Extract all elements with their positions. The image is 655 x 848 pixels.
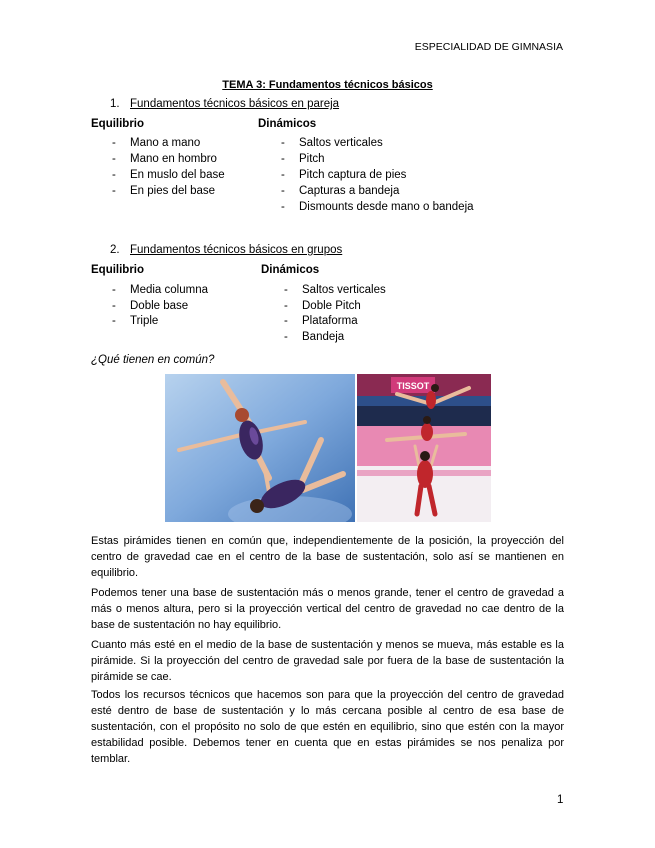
list-item-label: Mano en hombro: [130, 153, 217, 165]
list-item: [284, 299, 386, 315]
section-title: Fundamentos técnicos básicos en pareja: [130, 98, 340, 110]
list-item: [281, 167, 474, 183]
top-flyer-leotard: [426, 391, 436, 409]
list-item: [112, 299, 208, 315]
list-marker: -: [281, 201, 285, 213]
list-item: [284, 330, 386, 346]
base-head: [420, 451, 430, 461]
document-header: ESPECIALIDAD DE GIMNASIA: [414, 41, 563, 53]
list-marker: -: [112, 169, 116, 181]
base-leotard: [417, 460, 433, 488]
list-item-label: Saltos verticales: [302, 284, 386, 296]
equilibrio-heading: Equilibrio: [91, 264, 145, 276]
list-marker: -: [281, 153, 285, 165]
list-item: [112, 183, 225, 199]
paragraph: Cuanto más esté en el medio de la base de sustentación y menos se mueva, más estable es la pirámide. Si la proyección del centro de gravedad sale por fuera de la base de sustentación la pirámide se cae.: [91, 639, 564, 683]
list-marker: -: [112, 137, 116, 149]
middle-gymnast-leotard: [421, 423, 433, 441]
list-item: [281, 151, 474, 167]
list-item: [112, 167, 225, 183]
list-item-label: Pitch: [299, 153, 325, 165]
list-item-label: Triple: [130, 315, 159, 328]
topic-title: TEMA 3: Fundamentos técnicos básicos: [222, 79, 433, 91]
list-item-label: Doble base: [130, 299, 189, 312]
photo-group-pyramid: [357, 374, 491, 522]
list-item: [284, 283, 386, 299]
section-number: 1.: [110, 98, 120, 110]
list-item: [281, 135, 474, 151]
dinamicos-list: [281, 135, 474, 215]
list-marker: -: [112, 185, 116, 197]
dinamicos-list: [284, 283, 386, 346]
list-marker: -: [112, 299, 116, 312]
base-head: [250, 499, 264, 513]
list-item: [112, 151, 225, 167]
list-item: [112, 314, 208, 330]
top-flyer-head: [431, 384, 439, 392]
list-marker: -: [281, 169, 285, 181]
section-number: 2.: [110, 244, 120, 256]
list-item: [281, 183, 474, 199]
list-item: [284, 314, 386, 330]
list-item-label: Bandeja: [302, 331, 345, 344]
question-text: ¿Qué tienen en común?: [91, 354, 215, 366]
list-item: [112, 283, 208, 299]
list-item-label: En muslo del base: [130, 169, 225, 181]
paragraph: Todos los recursos técnicos que hacemos son para que la proyección del centro de gravedad esté dentro de base de sustentación y lo más cercana posible al centro de esa base de sustentación, con el propósito no solo de que estén en equilibrio, sino que estén con la mayor estabilidad posible. Debemos tener en cuenta que en estas pirámides se nos penaliza por temblar.: [91, 689, 564, 765]
section-1-heading: [110, 96, 339, 112]
dinamicos-heading: Dinámicos: [258, 118, 317, 130]
sponsor-logo-text: TISSOT: [396, 381, 430, 391]
list-marker: -: [284, 284, 288, 296]
section-2-heading: [110, 242, 342, 258]
list-item-label: Pitch captura de pies: [299, 169, 407, 181]
equilibrio-list: [112, 283, 208, 330]
paragraph: Estas pirámides tienen en común que, independientemente de la posición, la proyección del centro de gravedad cae en el centro de la base de sustentación, solo así se mantienen en equilibrio.: [91, 535, 564, 579]
page-number: 1: [557, 794, 564, 806]
list-item-label: Doble Pitch: [302, 299, 361, 312]
dinamicos-heading: Dinámicos: [261, 264, 320, 276]
photo-pair-balance: [165, 374, 355, 522]
middle-gymnast-head: [423, 416, 431, 424]
equilibrio-list: [112, 135, 225, 199]
paragraph: Podemos tener una base de sustentación más o menos grande, tener el centro de gravedad a más o menos altura, pero si la proyección vertical del centro de gravedad no cae dentro de la base de sustentación no hay equilibrio.: [91, 587, 564, 631]
list-marker: -: [112, 153, 116, 165]
list-marker: -: [112, 315, 116, 328]
list-item-label: Saltos verticales: [299, 137, 383, 149]
list-marker: -: [284, 331, 288, 344]
list-item: [281, 199, 474, 215]
flyer-head: [235, 408, 249, 422]
list-item: [112, 135, 225, 151]
list-marker: -: [284, 299, 288, 312]
list-item-label: Plataforma: [302, 315, 358, 328]
list-item-label: Media columna: [130, 284, 208, 296]
list-marker: -: [281, 137, 285, 149]
section-title: Fundamentos técnicos básicos en grupos: [130, 244, 343, 256]
equilibrio-heading: Equilibrio: [91, 118, 145, 130]
list-marker: -: [281, 185, 285, 197]
list-item-label: En pies del base: [130, 185, 216, 197]
list-item-label: Capturas a bandeja: [299, 185, 400, 197]
list-marker: -: [284, 315, 288, 328]
list-marker: -: [112, 284, 116, 296]
list-item-label: Mano a mano: [130, 137, 201, 149]
list-item-label: Dismounts desde mano o bandeja: [299, 201, 474, 213]
